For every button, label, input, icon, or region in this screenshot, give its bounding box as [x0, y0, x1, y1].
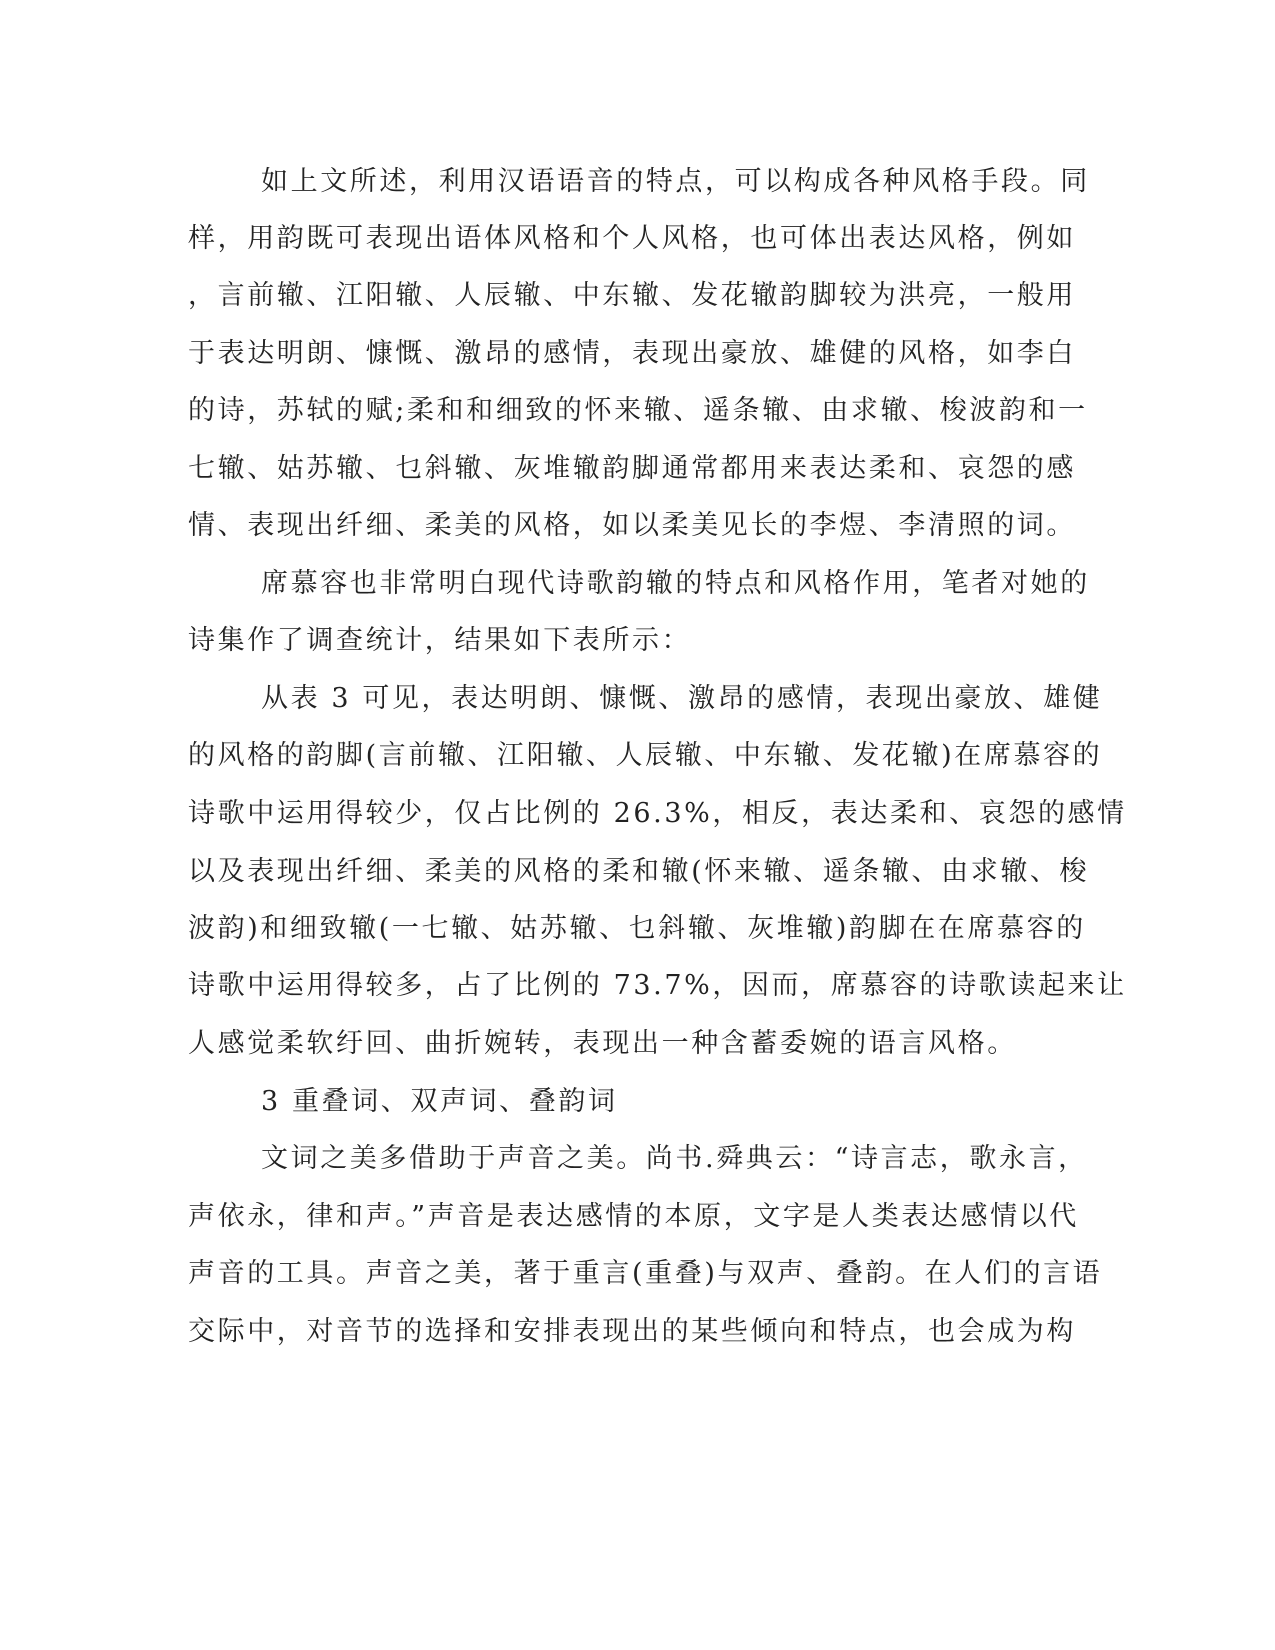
- paragraph-1-line: 七辙、姑苏辙、乜斜辙、灰堆辙韵脚通常都用来表达柔和、哀怨的感: [188, 453, 1076, 484]
- paragraph-1-line: 情、表现出纤细、柔美的风格，如以柔美见长的李煜、李清照的词。: [188, 510, 1076, 541]
- paragraph-3-line: 诗歌中运用得较多，占了比例的 73.7%，因而，席慕容的诗歌读起来让: [188, 970, 1127, 1001]
- paragraph-3-line: 从表 3 可见，表达明朗、慷慨、激昂的感情，表现出豪放、雄健: [261, 683, 1103, 714]
- paragraph-1-line: 样，用韵既可表现出语体风格和个人风格，也可体出表达风格，例如: [188, 223, 1076, 254]
- paragraph-3-line: 以及表现出纤细、柔美的风格的柔和辙(怀来辙、遥条辙、由求辙、梭: [188, 856, 1090, 887]
- paragraph-3-line: 的风格的韵脚(言前辙、江阳辙、人辰辙、中东辙、发花辙)在席慕容的: [188, 740, 1103, 771]
- section-heading: 3 重叠词、双声词、叠韵词: [261, 1086, 618, 1117]
- paragraph-1-line: 于表达明朗、慷慨、激昂的感情，表现出豪放、雄健的风格，如李白: [188, 338, 1076, 369]
- paragraph-4-line: 文词之美多借助于声音之美。尚书.舜典云：“诗言志，歌永言，: [261, 1143, 1088, 1174]
- paragraph-2-line: 席慕容也非常明白现代诗歌韵辙的特点和风格作用，笔者对她的: [261, 568, 1090, 599]
- paragraph-3-line: 人感觉柔软纡回、曲折婉转，表现出一种含蓄委婉的语言风格。: [188, 1028, 1017, 1059]
- paragraph-2-line: 诗集作了调查统计，结果如下表所示：: [188, 625, 692, 656]
- paragraph-4-line: 交际中，对音节的选择和安排表现出的某些倾向和特点，也会成为构: [188, 1316, 1076, 1347]
- paragraph-1-line: 如上文所述，利用汉语语音的特点，可以构成各种风格手段。同: [261, 166, 1090, 197]
- paragraph-1-line: ，言前辙、江阳辙、人辰辙、中东辙、发花辙韵脚较为洪亮，一般用: [188, 280, 1076, 311]
- paragraph-4-line: 声音的工具。声音之美，著于重言(重叠)与双声、叠韵。在人们的言语: [188, 1258, 1103, 1289]
- paragraph-4-line: 声依永，律和声。”声音是表达感情的本原，文字是人类表达感情以代: [188, 1201, 1079, 1232]
- paragraph-3-line: 波韵)和细致辙(一七辙、姑苏辙、乜斜辙、灰堆辙)韵脚在在席慕容的: [188, 913, 1086, 944]
- paragraph-1-line: 的诗，苏轼的赋;柔和和细致的怀来辙、遥条辙、由求辙、梭波韵和一: [188, 395, 1088, 426]
- paragraph-3-line: 诗歌中运用得较少，仅占比例的 26.3%，相反，表达柔和、哀怨的感情: [188, 798, 1127, 829]
